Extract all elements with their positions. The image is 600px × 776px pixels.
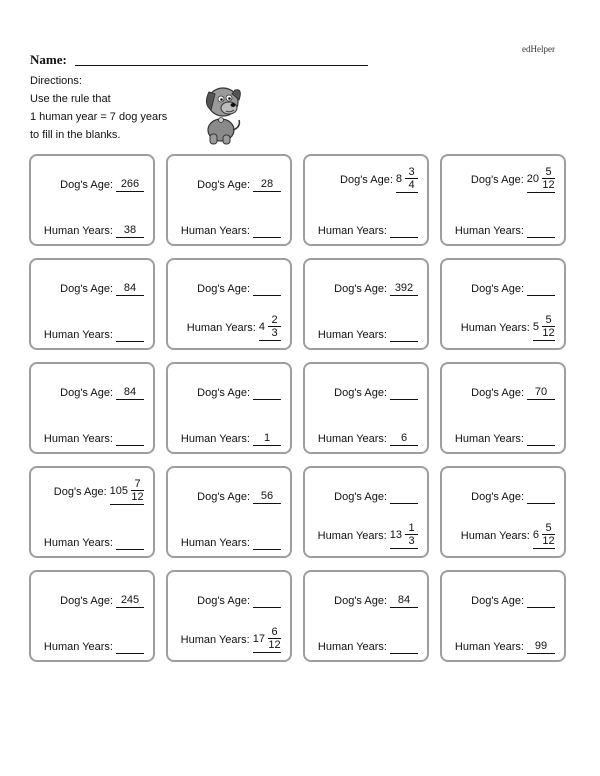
human-years-label: Human Years: bbox=[43, 225, 113, 237]
problem-card bbox=[29, 258, 155, 350]
human-years-answer-blank[interactable] bbox=[116, 328, 144, 342]
directions-line-2: 1 human year = 7 dog years bbox=[30, 111, 168, 123]
problem-card bbox=[303, 154, 429, 246]
human-years-row bbox=[44, 640, 144, 654]
whole-number: 17 bbox=[252, 632, 265, 645]
human-years-row bbox=[181, 224, 281, 238]
dog-age-label: Dog's Age: bbox=[334, 491, 387, 503]
human-years-mixed-number[interactable] bbox=[533, 314, 555, 341]
fraction bbox=[268, 314, 281, 339]
fraction bbox=[542, 166, 555, 191]
human-years-row bbox=[44, 224, 144, 238]
dog-age-label: Dog's Age: bbox=[197, 283, 250, 295]
human-years-label: Human Years: bbox=[460, 529, 530, 542]
human-years-answer-blank[interactable] bbox=[116, 432, 144, 446]
dog-age-row bbox=[471, 386, 555, 400]
human-years-answer-blank[interactable]: 38 bbox=[116, 224, 144, 238]
dog-age-label: Dog's Age: bbox=[197, 491, 250, 503]
human-years-answer-blank[interactable]: 1 bbox=[253, 432, 281, 446]
dog-age-answer-blank[interactable] bbox=[527, 490, 555, 504]
human-years-label: Human Years: bbox=[43, 537, 113, 549]
dog-age-row bbox=[54, 478, 144, 505]
problem-card bbox=[303, 570, 429, 662]
dog-age-answer-blank[interactable] bbox=[253, 386, 281, 400]
fraction bbox=[542, 314, 555, 339]
human-years-row bbox=[187, 314, 281, 341]
human-years-label: Human Years: bbox=[454, 433, 524, 445]
human-years-label: Human Years: bbox=[317, 529, 387, 542]
numerator: 5 bbox=[542, 522, 555, 535]
name-label: Name: bbox=[30, 52, 67, 67]
problem-card bbox=[440, 154, 566, 246]
dog-age-row bbox=[334, 490, 418, 504]
dog-age-label: Dog's Age: bbox=[470, 173, 524, 186]
problem-card bbox=[29, 154, 155, 246]
denominator: 3 bbox=[408, 535, 415, 547]
dog-age-answer-blank[interactable] bbox=[527, 594, 555, 608]
human-years-row bbox=[455, 432, 555, 446]
dog-age-label: Dog's Age: bbox=[471, 387, 524, 399]
human-years-mixed-number[interactable] bbox=[390, 522, 418, 549]
dog-age-answer-blank[interactable]: 84 bbox=[390, 594, 418, 608]
dog-age-row bbox=[197, 386, 281, 400]
dog-age-label: Dog's Age: bbox=[334, 595, 387, 607]
dog-age-answer-blank[interactable]: 84 bbox=[116, 282, 144, 296]
dog-age-answer-blank[interactable]: 392 bbox=[390, 282, 418, 296]
numerator: 6 bbox=[268, 626, 281, 639]
whole-number: 4 bbox=[258, 320, 265, 333]
dog-age-answer-blank[interactable]: 84 bbox=[116, 386, 144, 400]
dog-age-label: Dog's Age: bbox=[197, 387, 250, 399]
human-years-mixed-number[interactable] bbox=[259, 314, 281, 341]
dog-age-answer-blank[interactable]: 266 bbox=[116, 178, 144, 192]
problem-card bbox=[166, 362, 292, 454]
human-years-row bbox=[318, 640, 418, 654]
human-years-label: Human Years: bbox=[317, 641, 387, 653]
human-years-answer-blank[interactable]: 99 bbox=[527, 640, 555, 654]
dog-age-row bbox=[334, 594, 418, 608]
directions-line-1: Use the rule that bbox=[30, 93, 111, 105]
dog-age-label: Dog's Age: bbox=[60, 283, 113, 295]
human-years-label: Human Years: bbox=[180, 433, 250, 445]
problem-card bbox=[440, 362, 566, 454]
denominator: 12 bbox=[131, 491, 144, 503]
fraction bbox=[131, 478, 144, 503]
denominator: 12 bbox=[542, 179, 555, 191]
fraction bbox=[405, 522, 418, 547]
problem-card bbox=[29, 466, 155, 558]
human-years-mixed-number[interactable] bbox=[253, 626, 281, 653]
dog-age-row bbox=[197, 282, 281, 296]
dog-age-label: Dog's Age: bbox=[197, 179, 250, 191]
human-years-row bbox=[318, 224, 418, 238]
dog-age-row bbox=[197, 594, 281, 608]
problem-card bbox=[166, 570, 292, 662]
human-years-row bbox=[318, 432, 418, 446]
directions-heading: Directions: bbox=[30, 75, 82, 87]
problem-card bbox=[166, 466, 292, 558]
problem-card bbox=[440, 570, 566, 662]
dog-age-answer-blank[interactable]: 56 bbox=[253, 490, 281, 504]
human-years-answer-blank[interactable] bbox=[116, 536, 144, 550]
dog-age-label: Dog's Age: bbox=[340, 173, 393, 186]
human-years-row bbox=[461, 314, 555, 341]
dog-age-answer-blank[interactable]: 28 bbox=[253, 178, 281, 192]
numerator: 2 bbox=[268, 314, 281, 327]
dog-age-row bbox=[471, 490, 555, 504]
whole-number: 6 bbox=[532, 528, 539, 541]
dog-age-label: Dog's Age: bbox=[334, 387, 387, 399]
fraction bbox=[405, 166, 418, 191]
denominator: 3 bbox=[271, 327, 278, 339]
dog-age-answer-blank[interactable] bbox=[390, 490, 418, 504]
name-input-line[interactable] bbox=[75, 65, 368, 66]
human-years-label: Human Years: bbox=[180, 225, 250, 237]
numerator: 5 bbox=[542, 166, 555, 179]
numerator: 7 bbox=[131, 478, 144, 491]
problem-card bbox=[29, 362, 155, 454]
dog-age-label: Dog's Age: bbox=[471, 491, 524, 503]
human-years-row bbox=[461, 522, 555, 549]
numerator: 5 bbox=[542, 314, 555, 327]
dog-age-row bbox=[197, 178, 281, 192]
human-years-label: Human Years: bbox=[43, 641, 113, 653]
dog-age-label: Dog's Age: bbox=[60, 595, 113, 607]
problem-card bbox=[166, 258, 292, 350]
denominator: 12 bbox=[542, 535, 555, 547]
human-years-label: Human Years: bbox=[460, 321, 530, 334]
human-years-label: Human Years: bbox=[180, 537, 250, 549]
human-years-label: Human Years: bbox=[454, 225, 524, 237]
human-years-answer-blank[interactable] bbox=[253, 536, 281, 550]
problem-card bbox=[440, 466, 566, 558]
dog-age-mixed-number[interactable] bbox=[396, 166, 418, 193]
dog-age-label: Dog's Age: bbox=[53, 485, 107, 498]
human-years-answer-blank[interactable] bbox=[527, 224, 555, 238]
whole-number: 13 bbox=[389, 528, 402, 541]
human-years-label: Human Years: bbox=[454, 641, 524, 653]
dog-age-answer-blank[interactable] bbox=[390, 386, 418, 400]
human-years-row bbox=[181, 626, 281, 653]
human-years-answer-blank[interactable] bbox=[390, 328, 418, 342]
human-years-answer-blank[interactable]: 6 bbox=[390, 432, 418, 446]
fraction bbox=[542, 522, 555, 547]
brand-label: edHelper bbox=[522, 44, 555, 54]
problem-card bbox=[29, 570, 155, 662]
dog-age-label: Dog's Age: bbox=[60, 387, 113, 399]
fraction bbox=[268, 626, 281, 651]
dog-age-row bbox=[334, 282, 418, 296]
problem-card bbox=[166, 154, 292, 246]
human-years-row bbox=[455, 640, 555, 654]
dog-age-mixed-number[interactable] bbox=[110, 478, 144, 505]
dog-age-label: Dog's Age: bbox=[471, 283, 524, 295]
human-years-row bbox=[318, 522, 418, 549]
human-years-row bbox=[181, 536, 281, 550]
denominator: 12 bbox=[268, 639, 281, 651]
denominator: 12 bbox=[542, 327, 555, 339]
human-years-answer-blank[interactable] bbox=[253, 224, 281, 238]
dog-icon bbox=[199, 80, 245, 146]
human-years-row bbox=[181, 432, 281, 446]
human-years-row bbox=[44, 432, 144, 446]
denominator: 4 bbox=[408, 179, 415, 191]
human-years-answer-blank[interactable] bbox=[390, 640, 418, 654]
dog-age-row bbox=[471, 166, 555, 193]
dog-age-answer-blank[interactable]: 245 bbox=[116, 594, 144, 608]
dog-age-label: Dog's Age: bbox=[197, 595, 250, 607]
human-years-row bbox=[44, 536, 144, 550]
dog-age-row bbox=[60, 178, 144, 192]
directions bbox=[30, 72, 167, 144]
numerator: 3 bbox=[405, 166, 418, 179]
dog-age-answer-blank[interactable] bbox=[527, 282, 555, 296]
whole-number: 20 bbox=[526, 172, 539, 185]
dog-age-row bbox=[197, 490, 281, 504]
dog-age-row bbox=[340, 166, 418, 193]
human-years-label: Human Years: bbox=[317, 225, 387, 237]
human-years-answer-blank[interactable] bbox=[527, 432, 555, 446]
dog-age-row bbox=[334, 386, 418, 400]
dog-age-answer-blank[interactable] bbox=[253, 594, 281, 608]
problem-card bbox=[303, 258, 429, 350]
human-years-row bbox=[455, 224, 555, 238]
dog-age-answer-blank[interactable] bbox=[253, 282, 281, 296]
dog-age-row bbox=[471, 282, 555, 296]
dog-age-row bbox=[471, 594, 555, 608]
whole-number: 5 bbox=[532, 320, 539, 333]
human-years-mixed-number[interactable] bbox=[533, 522, 555, 549]
dog-age-row bbox=[60, 386, 144, 400]
numerator: 1 bbox=[405, 522, 418, 535]
dog-age-row bbox=[60, 282, 144, 296]
human-years-label: Human Years: bbox=[317, 329, 387, 341]
whole-number: 105 bbox=[109, 484, 128, 497]
problem-card bbox=[303, 466, 429, 558]
human-years-label: Human Years: bbox=[43, 433, 113, 445]
dog-age-label: Dog's Age: bbox=[471, 595, 524, 607]
human-years-row bbox=[44, 328, 144, 342]
problem-card bbox=[303, 362, 429, 454]
dog-age-label: Dog's Age: bbox=[60, 179, 113, 191]
dog-age-mixed-number[interactable] bbox=[527, 166, 555, 193]
whole-number: 8 bbox=[395, 172, 402, 185]
directions-line-3: to fill in the blanks. bbox=[30, 129, 121, 141]
problem-card bbox=[440, 258, 566, 350]
human-years-answer-blank[interactable] bbox=[116, 640, 144, 654]
dog-age-row bbox=[60, 594, 144, 608]
dog-age-answer-blank[interactable]: 70 bbox=[527, 386, 555, 400]
human-years-label: Human Years: bbox=[180, 633, 250, 646]
human-years-row bbox=[318, 328, 418, 342]
human-years-label: Human Years: bbox=[186, 321, 256, 334]
human-years-label: Human Years: bbox=[43, 329, 113, 341]
dog-age-label: Dog's Age: bbox=[334, 283, 387, 295]
human-years-answer-blank[interactable] bbox=[390, 224, 418, 238]
human-years-label: Human Years: bbox=[317, 433, 387, 445]
